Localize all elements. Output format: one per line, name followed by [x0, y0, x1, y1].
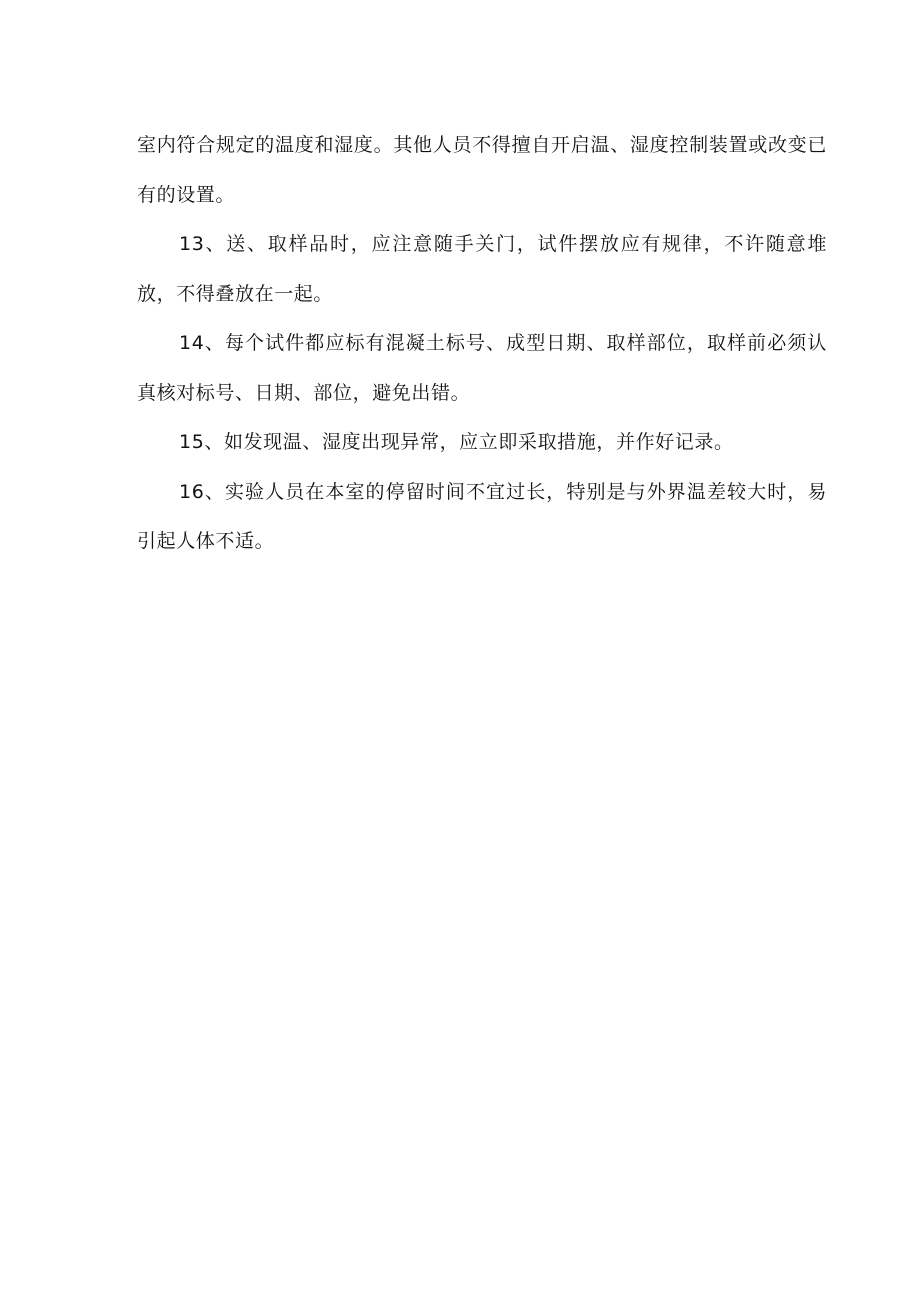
paragraph-rule-16: 16、实验人员在本室的停留时间不宜过长，特别是与外界温差较大时，易引起人体不适。	[137, 480, 827, 552]
paragraph-rule-13: 13、送、取样品时，应注意随手关门，试件摆放应有规律，不许随意堆放，不得叠放在一起。	[137, 233, 827, 305]
document-body	[137, 121, 827, 567]
paragraph-continuation: 室内符合规定的温度和湿度。其他人员不得擅自开启温、湿度控制装置或改变已有的设置。	[137, 134, 827, 206]
paragraph-rule-15: 15、如发现温、湿度出现异常，应立即采取措施，并作好记录。	[179, 431, 734, 453]
paragraph-rule-14: 14、每个试件都应标有混凝土标号、成型日期、取样部位，取样前必须认真核对标号、日期、部位，避免出错。	[137, 332, 827, 404]
